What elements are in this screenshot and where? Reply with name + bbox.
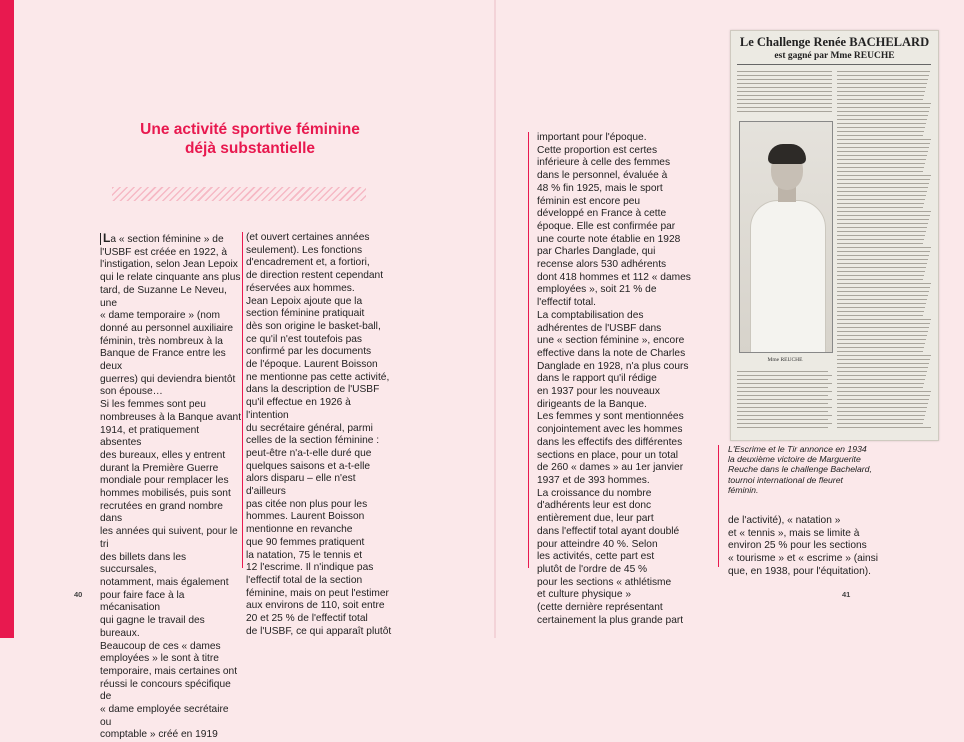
hair xyxy=(768,144,806,164)
clipping-print-line xyxy=(837,107,930,108)
clipping-print-line xyxy=(837,215,930,216)
clipping-print-line xyxy=(837,227,927,228)
clipping-print-line xyxy=(837,91,925,92)
clipping-print-line xyxy=(837,87,926,88)
clipping-print-line xyxy=(837,239,924,240)
text-column-1 xyxy=(100,232,242,742)
clipping-print-line xyxy=(837,323,930,324)
clipping-print-line xyxy=(837,419,924,420)
clipping-print-line xyxy=(837,247,931,248)
clipping-print-line xyxy=(737,407,832,408)
clipping-print-line xyxy=(837,123,926,124)
clipping-print-line xyxy=(837,319,931,320)
clipping-print-line xyxy=(737,419,828,420)
clipping-print-line xyxy=(837,343,925,344)
clipping-print-line xyxy=(837,315,923,316)
clipping-print-line xyxy=(737,375,832,376)
clipping-print-line xyxy=(837,131,924,132)
clipping-print-line xyxy=(737,427,828,428)
clipping-print-line xyxy=(837,179,930,180)
clipping-print-line xyxy=(737,111,832,112)
clipping-print-line xyxy=(837,127,925,128)
clipping-title: Le Challenge Renée BACHELARD xyxy=(739,35,930,49)
clipping-print-line xyxy=(737,403,828,404)
clipping-print-line xyxy=(837,151,928,152)
text-column-2: (et ouvert certaines années seulement). Les fonctions d'encadrement et, a fortiori, de direction restent cependant réservées aux hommes. Jean Lepoix ajoute que la section féminine pratiquait dès son origine le basket-ball, ce qu'il n'est toutefois pas confirmé par les documents de l'époque. Laurent Boisson ne mentionne pas cette activité, dans la description de l'USBF qu'il effectue en 1926 à l'intention du secrétaire général, parmi celles de la section féminine : peut-être n'a-t-elle duré que quelques saisons et a-t-elle alors disparu – elle n'est d'ailleurs pas citée non plus pour les hommes. Laurent Boisson mentionne en revanche que 90 femmes pratiquent la natation, 75 le tennis et 12 l'escrime. Il n'indique pas l'effectif total de la section féminine, mais on peut l'estimer aux environs de 110, soit entre 20 et 25 % de l'effectif total de l'USBF, ce qui apparaît plutôt xyxy=(246,232,392,637)
clipping-print-line xyxy=(837,167,924,168)
newspaper-clipping xyxy=(730,30,939,441)
clipping-print-line xyxy=(837,251,930,252)
clipping-print-line xyxy=(737,371,828,372)
clipping-print-line xyxy=(837,399,929,400)
clipping-print-line xyxy=(737,75,832,76)
photo-caption: Mme REUCHE xyxy=(767,357,803,363)
clipping-print-line xyxy=(837,311,924,312)
clipping-print-line xyxy=(737,95,832,96)
clipping-print-line xyxy=(837,111,929,112)
clipping-print-line xyxy=(737,423,832,424)
clipping-print-line xyxy=(837,103,931,104)
clipping-print-line xyxy=(837,331,928,332)
clipping-print-line xyxy=(837,159,926,160)
clipping-print-line xyxy=(737,399,832,400)
column-rule-2 xyxy=(528,132,529,568)
gutter xyxy=(494,0,496,638)
section-heading: Une activité sportive féminine déjà substantielle xyxy=(140,121,360,157)
clipping-print-line xyxy=(837,203,924,204)
clipping-print-line xyxy=(837,211,931,212)
clipping-print-line xyxy=(837,263,927,264)
clipping-print-line xyxy=(837,379,925,380)
clipping-print-line xyxy=(837,155,927,156)
clipping-print-line xyxy=(837,99,923,100)
clipping-print-line xyxy=(837,403,928,404)
column-1-text: a « section féminine » de l'USBF est créée en 1922, à l'instigation, selon Jean Lepoix qui le relate cinquante ans plus tard, de Suzanne Le Neveu, une « dame temporaire » (nom donné au personnel auxiliaire féminin, très nombreux à la Banque de France entre les deux guerres) qui deviendra bientôt son épouse… Si les femmes sont peu nombreuses à la Banque avant 1914, et pratiquement absentes des bureaux, elles y entrent durant la Première Guerre mondiale pour remplacer les hommes mobilisés, puis sont recrutées en grand nombre dans les années qui suivent, pour le tri des billets dans les succursales, notamment, mais également pour faire face à la mécanisation qui gagne le travail des bureaux. Beaucoup de ces « dames employées » le sont à titre temporaire, mais certaines ont réussi le concours spécifique de « dame employée secrétaire ou comptable » créé en 1919 xyxy=(100,234,242,741)
clipping-print-line xyxy=(837,339,926,340)
clipping-print-line xyxy=(837,231,926,232)
clipping-print-line xyxy=(837,163,925,164)
column-rule-3 xyxy=(718,445,719,567)
clipping-print-line xyxy=(737,99,832,100)
clipping-print-line xyxy=(837,387,923,388)
clipping-print-line xyxy=(837,255,929,256)
clipping-print-line xyxy=(737,379,828,380)
clipping-print-line xyxy=(837,415,925,416)
clipping-print-line xyxy=(837,147,929,148)
text-column-3: important pour l'époque. Cette proportion est certes inférieure à celle des femmes dans le personnel, évaluée à 48 % fin 1925, mais le sport féminin est encore peu développé en France à cette époque. Elle est confirmée par une courte note établie en 1928 par Charles Danglade, qui recense alors 530 adhérents dont 418 hommes et 112 « dames employées », soit 21 % de l'effectif total. La comptabilisation des adhérentes de l'USBF dans une « section féminine », encore effective dans la note de Charles Danglade en 1928, n'a plus cours dans le rapport qu'il rédige en 1937 pour les nouveaux dirigeants de la Banque. Les femmes y sont mentionnées conjointement avec les hommes dans les effectifs des différentes sections en place, pour un total de 260 « dames » au 1er janvier 1937 et de 393 hommes. La croissance du nombre d'adhérents leur est donc entièrement due, leur part dans l'effectif total ayant doublé pour atteindre 40 %. Selon les activités, cette part est plutôt de l'ordre de 45 % pour les sections « athlétisme et culture physique » (cette dernière représentant certainement la plus grande part xyxy=(537,132,691,626)
clipping-print-line xyxy=(837,271,925,272)
clipping-print-line xyxy=(837,371,927,372)
clipping-print-line xyxy=(837,191,927,192)
clipping-print-line xyxy=(837,291,929,292)
clipping-print-line xyxy=(837,235,925,236)
clipping-print-line xyxy=(837,199,925,200)
clipping-print-line xyxy=(837,275,924,276)
clipping-print-line xyxy=(837,359,930,360)
clipping-print-line xyxy=(837,347,924,348)
clipping-print-line xyxy=(737,387,828,388)
clipping-print-line xyxy=(837,79,928,80)
fencing-jacket xyxy=(750,200,826,353)
clipping-print-line xyxy=(837,407,927,408)
portrait-photo xyxy=(739,121,833,353)
clipping-print-line xyxy=(737,383,832,384)
clipping-print-line xyxy=(837,219,929,220)
clipping-print-line xyxy=(737,83,832,84)
clipping-print-line xyxy=(837,391,931,392)
clipping-print-line xyxy=(837,307,925,308)
page-number-right: 41 xyxy=(842,590,851,599)
clipping-print-line xyxy=(837,139,931,140)
clipping-subtitle: est gagné par Mme REUCHE xyxy=(774,51,895,61)
clipping-print-line xyxy=(837,187,928,188)
clipping-print-line xyxy=(837,75,929,76)
clipping-print-line xyxy=(737,87,832,88)
clipping-print-line xyxy=(837,259,928,260)
clipping-print-line xyxy=(837,351,923,352)
decorative-hatch-band xyxy=(112,187,366,201)
clipping-print-line xyxy=(737,91,832,92)
clipping-print-line xyxy=(837,383,924,384)
clipping-print-line xyxy=(837,303,926,304)
text-column-4: de l'activité), « natation » et « tennis », mais se limite à environ 25 % pour les sections « tourisme » et « escrime » (ainsi que, en 1938, pour l'équitation). xyxy=(728,515,879,577)
clipping-print-line xyxy=(837,183,929,184)
clipping-print-line xyxy=(837,83,927,84)
clipping-print-line xyxy=(837,375,926,376)
clipping-print-line xyxy=(837,295,928,296)
clipping-print-line xyxy=(837,411,926,412)
clipping-print-line xyxy=(737,415,832,416)
clipping-print-line xyxy=(837,243,923,244)
clipping-print-line xyxy=(837,115,928,116)
clipping-print-line xyxy=(837,367,928,368)
clipping-print-line xyxy=(737,103,832,104)
dropcap: L xyxy=(103,231,111,245)
clipping-print-line xyxy=(837,95,924,96)
clipping-print-line xyxy=(837,279,923,280)
clipping-print-line xyxy=(737,107,832,108)
clipping-print-line xyxy=(737,79,832,80)
clipping-rule xyxy=(737,64,931,65)
clipping-print-line xyxy=(737,411,828,412)
clipping-print-line xyxy=(737,395,828,396)
clipping-print-line xyxy=(837,223,928,224)
clipping-print-line xyxy=(837,299,927,300)
column-rule-1 xyxy=(242,232,243,568)
image-caption: L'Escrime et le Tir annonce en 1934 la deuxième victoire de Marguerite Reuche dans le challenge Bachelard, tournoi international de fleuret féminin. xyxy=(728,444,872,495)
clipping-print-line xyxy=(837,355,931,356)
clipping-print-line xyxy=(837,171,923,172)
clipping-print-line xyxy=(837,283,931,284)
page-edge-bar xyxy=(0,0,14,638)
clipping-print-line xyxy=(837,287,930,288)
clipping-print-line xyxy=(837,267,926,268)
clipping-print-line xyxy=(837,119,927,120)
clipping-print-line xyxy=(837,327,929,328)
clipping-print-line xyxy=(837,423,923,424)
clipping-print-line xyxy=(837,335,927,336)
clipping-print-line xyxy=(837,207,923,208)
clipping-print-line xyxy=(837,135,923,136)
clipping-print-line xyxy=(837,395,930,396)
clipping-print-line xyxy=(837,195,926,196)
page-number-left: 40 xyxy=(74,590,83,599)
clipping-print-line xyxy=(837,427,931,428)
clipping-print-line xyxy=(837,143,930,144)
clipping-print-line xyxy=(737,391,832,392)
clipping-print-line xyxy=(837,175,931,176)
clipping-print-line xyxy=(837,71,930,72)
clipping-print-line xyxy=(837,363,929,364)
clipping-print-line xyxy=(737,71,832,72)
